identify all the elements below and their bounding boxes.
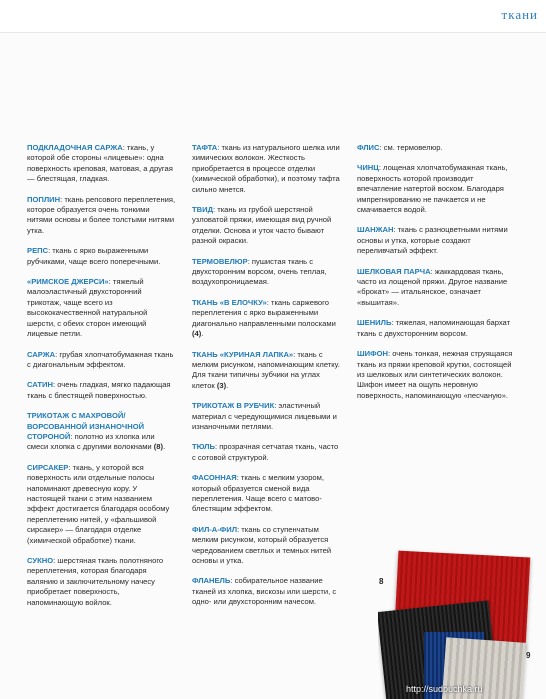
glossary-definition: : жаккардовая ткань, часто из лощеной пряжи. Другое название «брокат» — итальянское, означает «вышитая». xyxy=(357,266,508,307)
glossary-definition: : тяжелый малоэластичный двухсторонний трикотаж, чаще всего из высококачественной натуральной шерсти, с обеих сторон имеющий лицевые петли. xyxy=(27,277,148,339)
glossary-term: СУКНО xyxy=(27,556,54,565)
definition-tail: . xyxy=(163,442,166,452)
glossary-definition: : эластичный материал с чередующимися лицевыми и изнаночными петлями. xyxy=(192,401,337,431)
glossary-definition: : ткань со ступенчатым мелким рисунком, который образуется чередованием светлых и темных нитей основы и утка. xyxy=(192,524,332,565)
glossary-entry xyxy=(27,463,177,546)
glossary-entry xyxy=(192,257,342,288)
glossary-entry xyxy=(27,195,177,237)
definition-tail: . xyxy=(226,380,229,390)
glossary-definition: : очень гладкая, мягко падающая ткань с блестящей поверхностью. xyxy=(27,380,171,400)
glossary-column-3 xyxy=(357,143,519,411)
glossary-term: ЧИНЦ xyxy=(357,163,379,173)
glossary-entry xyxy=(192,473,342,515)
glossary-definition: : прозрачная сетчатая ткань, часто с сотовой структурой. xyxy=(192,442,339,462)
glossary-entry xyxy=(192,442,342,463)
glossary-entry xyxy=(27,277,177,339)
glossary-definition: : ткань с мелким рисунком, напоминающим клетку. Для ткани типичны зубчики на углах клеток xyxy=(192,349,340,390)
glossary-term: ТЮЛЬ xyxy=(192,442,215,452)
glossary-entry xyxy=(192,298,342,340)
glossary-definition: : ткань саржевого переплетения с ярко выраженными диагонально направленными полосками xyxy=(192,297,336,328)
section-title: ткани xyxy=(501,7,538,22)
glossary-term: ФЛАНЕЛЬ xyxy=(192,576,231,586)
glossary-entry xyxy=(192,401,342,432)
glossary-term: ШЕЛКОВАЯ ПАРЧА xyxy=(357,266,431,276)
glossary-entry xyxy=(357,163,519,215)
glossary-term: ШИФОН xyxy=(357,349,388,359)
glossary-definition: : ткань репсового переплетения, которое образуется очень тонкими нитями основы и более толстыми нитями утка. xyxy=(27,194,176,235)
glossary-entry xyxy=(192,576,342,607)
glossary-entry xyxy=(192,143,342,195)
glossary-definition: : тяжелая, напоминающая бархат ткань с двухсторонним ворсом. xyxy=(357,318,511,338)
glossary-definition: : полотно из хлопка или смеси хлопка с другими волокнами xyxy=(27,431,155,452)
glossary-definition: : шерстяная ткань полотняного переплетения, которая благодаря валянию и заключительному начесу приобретает поверхность, напоминающую войлок. xyxy=(27,556,164,607)
glossary-entry xyxy=(357,267,519,309)
glossary-definition: : см. термовелюр. xyxy=(379,143,443,152)
glossary-entry xyxy=(192,350,342,392)
glossary-term: РЕПС xyxy=(27,246,49,256)
glossary-column-1 xyxy=(27,143,177,618)
glossary-entry xyxy=(27,143,177,185)
figure-label-9: 9 xyxy=(526,651,531,660)
glossary-definition: : ткань с ярко выраженными рубчиками, чаще всего поперечными. xyxy=(27,246,161,266)
glossary-entry xyxy=(357,143,519,153)
glossary-term: ШЕНИЛЬ xyxy=(357,318,392,328)
glossary-term: «РИМСКОЕ ДЖЕРСИ» xyxy=(27,277,109,287)
glossary-term: САТИН xyxy=(27,380,53,390)
glossary-entry xyxy=(27,411,177,453)
glossary-entry xyxy=(27,350,177,371)
glossary-term: ШАНЖАН xyxy=(357,225,394,235)
definition-tail: . xyxy=(201,329,204,339)
glossary-definition: : собирательное название тканей из хлопка, вискозы или шерсти, с одно- или двухсторонним начесом. xyxy=(192,576,337,607)
figure-label-8: 8 xyxy=(379,577,384,586)
glossary-definition: : ткань из грубой шерстяной узловатой пряжи, имеющая вид ручной отделки. Основа и уток часто бывают разной окраски. xyxy=(192,205,332,246)
figure-reference: (8) xyxy=(153,442,164,452)
glossary-term: ТРИКОТАЖ В РУБЧИК xyxy=(192,401,275,411)
glossary-term: ТВИД xyxy=(192,205,213,215)
glossary-entry xyxy=(357,225,519,256)
glossary-term: ФЛИС xyxy=(357,143,380,152)
figure-reference: (3) xyxy=(216,380,227,390)
figure-reference: (4) xyxy=(192,329,202,339)
glossary-term: ФИЛ-А-ФИЛ xyxy=(192,524,238,534)
glossary-entry xyxy=(27,556,177,608)
glossary-term: ТРИКОТАЖ С МАХРОВОЙ/ВОРСОВАННОЙ ИЗНАНОЧНОЙ СТОРОНОЙ xyxy=(27,411,145,441)
glossary-entry xyxy=(192,205,342,247)
glossary-term: ТАФТА xyxy=(192,143,218,152)
glossary-term: ФАСОННАЯ xyxy=(192,473,237,483)
glossary-definition: : лощеная хлопчатобумажная ткань, поверхность которой производит впечатление натертой воском. Благодаря импрегнированию не пачкается и не смачивается водой. xyxy=(357,163,508,215)
glossary-term: ПОДКЛАДОЧНАЯ САРЖА xyxy=(27,143,123,152)
glossary-definition: : ткань из натурального шелка или химических волокон. Жесткость приобретается в процессе отделки (химической обработки), и поэтому тафта сильно мнется. xyxy=(192,143,340,194)
glossary-entry xyxy=(27,246,177,267)
glossary-definition: : пушистая ткань с двухсторонним ворсом, очень теплая, воздухопроницаемая. xyxy=(192,256,327,287)
glossary-definition: : ткань, у которой вся поверхность или отдельные полосы напоминают древесную кору. У настоящей ткани с этим названием эффект достигается благодаря особому переплетению нитей, у «фальшивой сирсакер» — благодаря отделке (химической обработке) ткани. xyxy=(27,462,170,545)
fabric-swatches-photo xyxy=(378,548,546,699)
glossary-term: ТЕРМОВЕЛЮР xyxy=(192,256,248,266)
glossary-definition: : ткань, у которой обе стороны «лицевые»: одна поверхность креповая, матовая, а другая — блестящая, гладкая. xyxy=(27,143,173,184)
glossary-definition: : грубая хлопчатобумажная ткань с диагональным эффектом. xyxy=(27,349,174,369)
glossary-definition: : очень тонкая, нежная струящаяся ткань из пряжи креповой крутки, состоящей из шелковых или синтетических волокон. Шифон имеет на ощупь неровную поверхность, напоминающую «песчаную». xyxy=(357,349,513,400)
glossary-definition: : ткань с мелким узором, который образуется сменой вида переплетения. Чаще всего с матово-блестящим эффектом. xyxy=(192,473,324,514)
glossary-column-2 xyxy=(192,143,342,618)
glossary-entry xyxy=(27,380,177,401)
site-watermark: http://sudpuchka.ru xyxy=(406,684,483,694)
glossary-term: САРЖА xyxy=(27,349,56,359)
glossary-definition: : ткань с разноцветными нитями основы и утка, которые создают переливчатый эффект. xyxy=(357,225,508,256)
glossary-term: СИРСАКЕР xyxy=(27,462,69,472)
glossary-term: ТКАНЬ «В ЕЛОЧКУ» xyxy=(192,297,267,307)
glossary-term: ТКАНЬ «КУРИНАЯ ЛАПКА» xyxy=(192,349,294,359)
glossary-term: ПОПЛИН xyxy=(27,194,61,204)
glossary-entry xyxy=(357,349,519,401)
glossary-entry xyxy=(357,318,519,339)
header-band xyxy=(0,0,546,33)
glossary-entry xyxy=(192,525,342,567)
